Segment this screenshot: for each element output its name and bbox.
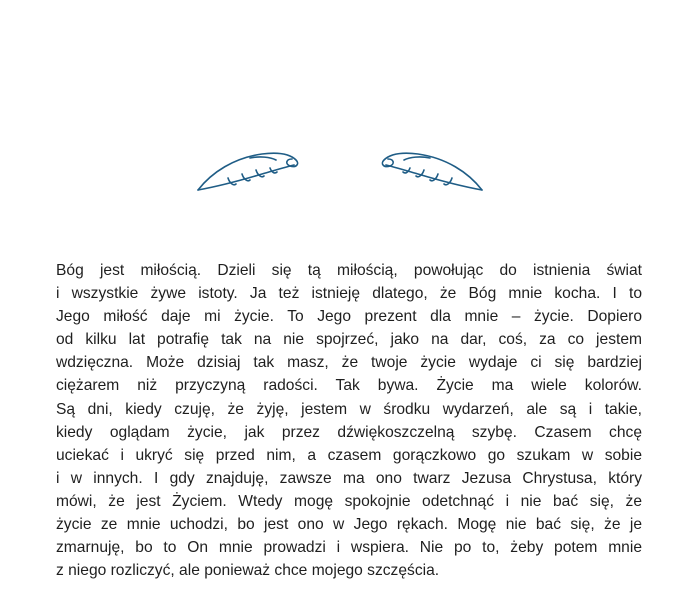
paragraph-line: Są dni, kiedy czuję, że żyję, jestem w środku wydarzeń, ale są i takie, [56,400,642,418]
paragraph-line: uciekać i ukryć się przed nim, a czasem gorączkowo go szukam w sobie [56,446,642,464]
left-wing-icon [198,153,298,190]
paragraph-line: i wszystkie żywe istoty. Ja też istnieję dlatego, że Bóg mnie kocha. I to [56,285,642,303]
paragraph-line: kiedy oglądam życie, jak przez dźwiękoszczelną szybę. Czasem chcę [56,423,642,441]
paragraph-line: Bóg jest miłością. Dzieli się tą miłością, powołując do istnienia świat [56,262,642,279]
paragraph-line: Jego miłość daje mi życie. To Jego prezent dla mnie – życie. Dopiero [56,308,642,326]
paragraph-line: mówi, że jest Życiem. Wtedy mogę spokojnie odetchnąć i nie bać się, że [56,492,642,510]
paragraph-line: od kilku lat potrafię tak na nie spojrzeć, jako na dar, coś, za co jestem [56,331,642,349]
paragraph-line: z niego rozliczyć, ale ponieważ chce mojego szczęścia. [56,562,440,580]
paragraph-line: życie ze mnie uchodzi, bo jest ono w Jego rękach. Mogę nie bać się, że je [56,516,642,534]
paragraph-line: i w innych. I gdy znajduję, zawsze ma ono twarz Jezusa Chrystusa, który [56,469,642,487]
paragraph-line: zmarnuję, bo to On mnie prowadzi i wspiera. Nie po to, żeby potem mnie [56,539,642,557]
right-wing-icon [382,153,482,190]
angel-wings-icon [190,140,490,200]
paragraph-line: ciężarem niż przyczyną radości. Tak bywa. Życie ma wiele kolorów. [56,377,642,395]
body-paragraph [56,259,642,582]
paragraph-line: wdzięczna. Może dzisiaj tak masz, że twoje życie wydaje ci się bardziej [56,354,642,372]
